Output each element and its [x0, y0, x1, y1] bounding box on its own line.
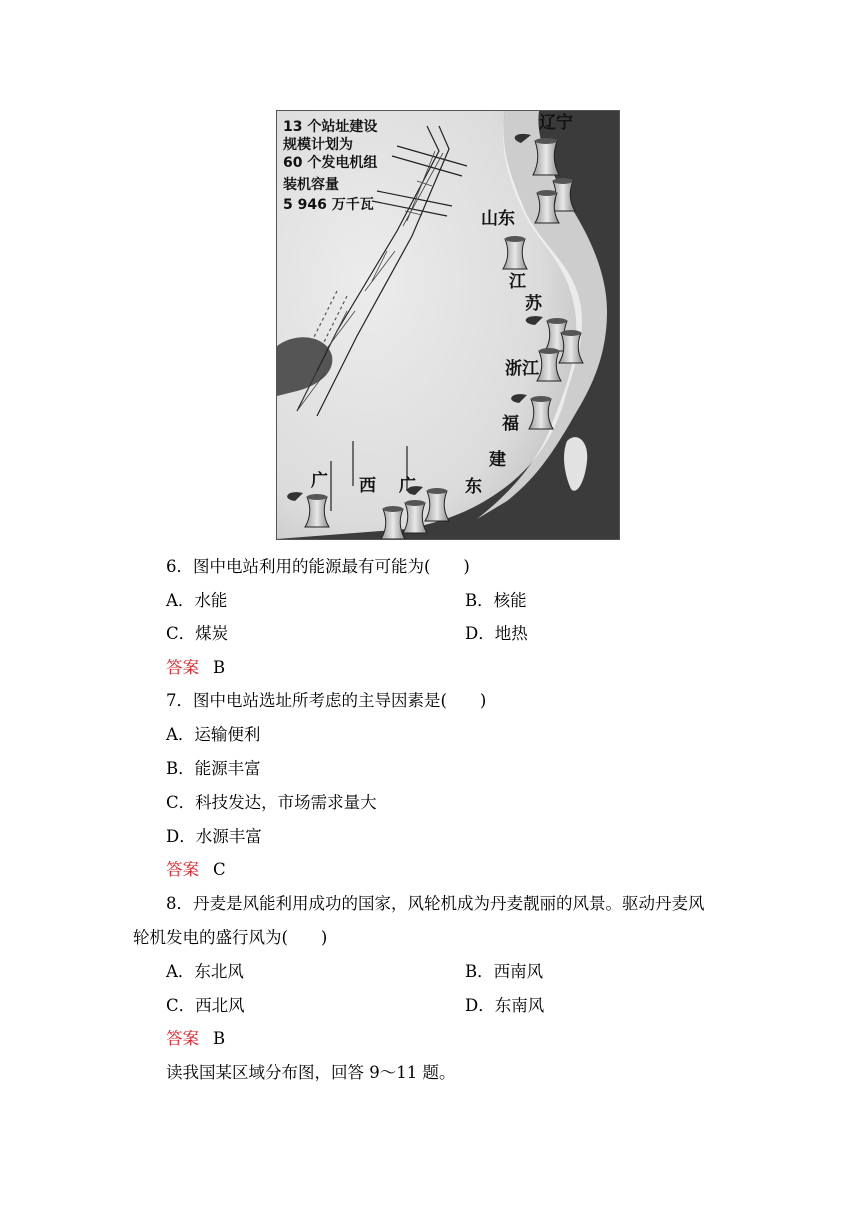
- question-7-option-a: A．运输便利: [166, 725, 261, 744]
- power-station-map-figure: [276, 110, 620, 540]
- question-8-stem-line-2: 轮机发电的盛行风为( ): [133, 928, 328, 947]
- answer-label: 答案: [166, 860, 199, 879]
- answer-label: 答案: [166, 1029, 199, 1048]
- label-guang-west: 广: [311, 471, 328, 491]
- label-su: 苏: [525, 294, 542, 314]
- label-xi: 西: [359, 476, 376, 496]
- note-line-5: 5 946 万千瓦: [283, 197, 374, 213]
- note-line-3: 60 个发电机组: [283, 155, 378, 171]
- label-dong: 东: [465, 477, 482, 497]
- label-jiang: 江: [509, 272, 526, 292]
- label-liaoning: 辽宁: [539, 113, 573, 133]
- note-line-1: 13 个站址建设: [283, 119, 378, 135]
- label-shandong: 山东: [481, 209, 515, 229]
- question-6-answer: [166, 657, 225, 679]
- note-line-4: 装机容量: [283, 177, 339, 193]
- answer-label: 答案: [166, 658, 199, 677]
- label-fu: 福: [502, 414, 519, 434]
- question-7-stem: 7．图中电站选址所考虑的主导因素是( ): [166, 691, 487, 710]
- question-7-answer: [166, 859, 226, 881]
- question-7-option-c: C．科技发达，市场需求量大: [166, 793, 377, 812]
- label-jian: 建: [489, 450, 506, 470]
- label-guang-east: 广: [399, 476, 416, 496]
- question-6-option-b: B．核能: [465, 591, 527, 610]
- figure-note: [282, 118, 377, 213]
- question-8-option-d: D．东南风: [465, 996, 545, 1015]
- map-illustration: [277, 111, 619, 539]
- question-8-stem-line-1: 8．丹麦是风能利用成功的国家，风轮机成为丹麦靓丽的风景。驱动丹麦风: [166, 894, 705, 913]
- section-prompt: 读我国某区域分布图，回答 9～11 题。: [166, 1063, 456, 1082]
- question-7-option-d: D．水源丰富: [166, 827, 262, 846]
- question-6-stem: 6．图中电站利用的能源最有可能为( ): [166, 557, 470, 576]
- note-line-2: 规模计划为: [283, 137, 353, 153]
- question-6-option-d: D．地热: [465, 624, 528, 643]
- question-8-option-c: C．西北风: [166, 996, 245, 1015]
- answer-value: B: [213, 1029, 226, 1048]
- question-6-option-a: A．水能: [166, 591, 228, 610]
- question-8-option-a: A．东北风: [166, 962, 244, 981]
- question-8-answer: [166, 1028, 225, 1050]
- question-6-option-c: C．煤炭: [166, 624, 229, 643]
- answer-value: C: [213, 860, 226, 879]
- question-8-option-b: B．西南风: [465, 962, 544, 981]
- label-zhejiang: 浙江: [505, 359, 539, 379]
- answer-value: B: [213, 658, 226, 677]
- question-7-option-b: B．能源丰富: [166, 759, 261, 778]
